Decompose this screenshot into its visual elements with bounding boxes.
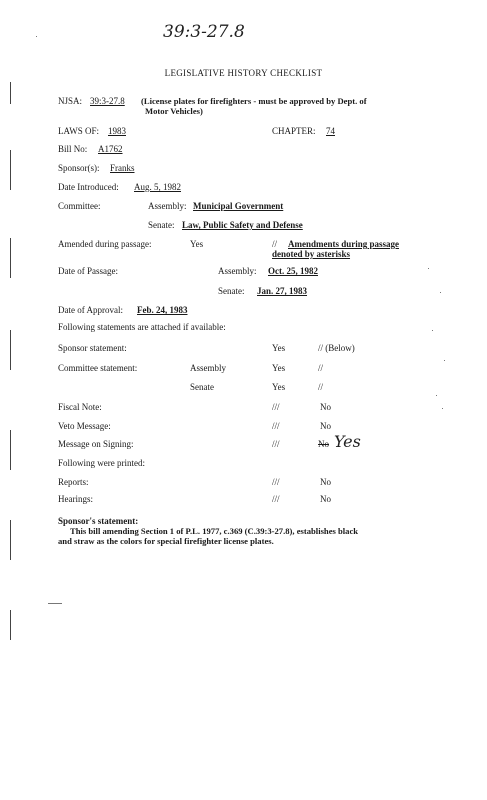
amended-label: Amended during passage: bbox=[58, 239, 152, 249]
page-title: LEGISLATIVE HISTORY CHECKLIST bbox=[164, 68, 323, 78]
fiscal-note-mark: /// bbox=[272, 402, 280, 412]
date-introduced-value: Aug. 5, 1982 bbox=[134, 182, 181, 192]
scan-speck bbox=[48, 603, 62, 604]
sponsor-statement-mark: // (Below) bbox=[318, 343, 355, 353]
sponsors-value: Franks bbox=[110, 163, 135, 173]
committee-statement-assembly-yes: Yes bbox=[272, 363, 286, 373]
date-introduced-label: Date Introduced: bbox=[58, 182, 119, 192]
sponsors-statement-heading: Sponsor's statement: bbox=[58, 516, 139, 526]
reports-label: Reports: bbox=[58, 477, 89, 487]
scan-margin-mark bbox=[10, 610, 11, 640]
date-of-approval-value: Feb. 24, 1983 bbox=[137, 305, 188, 315]
sponsor-statement-label: Sponsor statement: bbox=[58, 343, 127, 353]
bill-no-value: A1762 bbox=[98, 144, 123, 154]
committee-assembly-label: Assembly: bbox=[148, 201, 187, 211]
committee-label: Committee: bbox=[58, 201, 101, 211]
scan-margin-mark bbox=[10, 238, 11, 278]
sponsors-label: Sponsor(s): bbox=[58, 163, 100, 173]
reports-mark: /// bbox=[272, 477, 280, 487]
date-of-passage-label: Date of Passage: bbox=[58, 266, 118, 276]
scan-margin-mark bbox=[10, 82, 11, 104]
message-on-signing-mark: /// bbox=[272, 439, 280, 449]
message-on-signing-label: Message on Signing: bbox=[58, 439, 134, 449]
message-on-signing-handwritten-yes: Yes bbox=[334, 432, 361, 451]
scan-speck bbox=[436, 395, 437, 396]
njsa-label: NJSA: bbox=[58, 96, 83, 106]
committee-statement-label: Committee statement: bbox=[58, 363, 138, 373]
njsa-description-line1: (License plates for firefighters - must be approved by Dept. of bbox=[141, 96, 367, 106]
committee-statement-senate-yes: Yes bbox=[272, 382, 286, 392]
hearings-mark: /// bbox=[272, 494, 280, 504]
hearings-label: Hearings: bbox=[58, 494, 93, 504]
laws-of-label: LAWS OF: bbox=[58, 126, 100, 136]
scan-speck bbox=[432, 330, 433, 331]
committee-statement-assembly-mark: // bbox=[318, 363, 324, 373]
scan-margin-mark bbox=[10, 520, 11, 560]
chapter-value: 74 bbox=[326, 126, 335, 136]
njsa-value: 39:3-27.8 bbox=[90, 96, 125, 106]
sponsor-statement-yes: Yes bbox=[272, 343, 286, 353]
sponsors-statement-line2: and straw as the colors for special firefighter license plates. bbox=[58, 536, 274, 546]
committee-statement-senate-mark: // bbox=[318, 382, 324, 392]
njsa-description-line2: Motor Vehicles) bbox=[145, 106, 203, 116]
scan-speck bbox=[428, 268, 429, 269]
scan-speck bbox=[442, 408, 443, 409]
chapter-label: CHAPTER: bbox=[272, 126, 316, 136]
handwritten-header: 39:3-27.8 bbox=[163, 22, 245, 42]
amended-yes: Yes bbox=[190, 239, 204, 249]
date-of-approval-label: Date of Approval: bbox=[58, 305, 123, 315]
fiscal-note-label: Fiscal Note: bbox=[58, 402, 102, 412]
committee-senate-value: Law, Public Safety and Defense bbox=[182, 220, 303, 230]
passage-assembly-label: Assembly: bbox=[218, 266, 257, 276]
following-printed: Following were printed: bbox=[58, 458, 145, 468]
committee-statement-assembly: Assembly bbox=[190, 363, 226, 373]
reports-no: No bbox=[320, 477, 331, 487]
amended-slashes: // bbox=[272, 239, 278, 249]
scan-speck bbox=[440, 292, 441, 293]
scan-speck bbox=[444, 360, 445, 361]
veto-message-label: Veto Message: bbox=[58, 421, 111, 431]
amended-note-line2: denoted by asterisks bbox=[272, 249, 351, 259]
message-on-signing-no-struck: No bbox=[318, 439, 329, 449]
scan-margin-mark bbox=[10, 150, 11, 190]
passage-senate-label: Senate: bbox=[218, 286, 245, 296]
veto-message-no: No bbox=[320, 421, 331, 431]
scan-speck bbox=[36, 36, 37, 37]
veto-message-mark: /// bbox=[272, 421, 280, 431]
scan-margin-mark bbox=[10, 330, 11, 370]
passage-assembly-value: Oct. 25, 1982 bbox=[268, 266, 318, 276]
committee-senate-label: Senate: bbox=[148, 220, 175, 230]
bill-no-label: Bill No: bbox=[58, 144, 88, 154]
sponsors-statement-line1: This bill amending Section 1 of P.L. 1977, c.369 (C.39:3-27.8), establishes black bbox=[70, 526, 359, 536]
passage-senate-value: Jan. 27, 1983 bbox=[257, 286, 308, 296]
committee-assembly-value: Municipal Government bbox=[193, 201, 284, 211]
laws-of-value: 1983 bbox=[108, 126, 126, 136]
committee-statement-senate: Senate bbox=[190, 382, 214, 392]
scan-margin-mark bbox=[10, 430, 11, 470]
fiscal-note-no: No bbox=[320, 402, 331, 412]
amended-note-line1: Amendments during passage bbox=[288, 239, 400, 249]
hearings-no: No bbox=[320, 494, 331, 504]
following-attached: Following statements are attached if available: bbox=[58, 322, 226, 332]
